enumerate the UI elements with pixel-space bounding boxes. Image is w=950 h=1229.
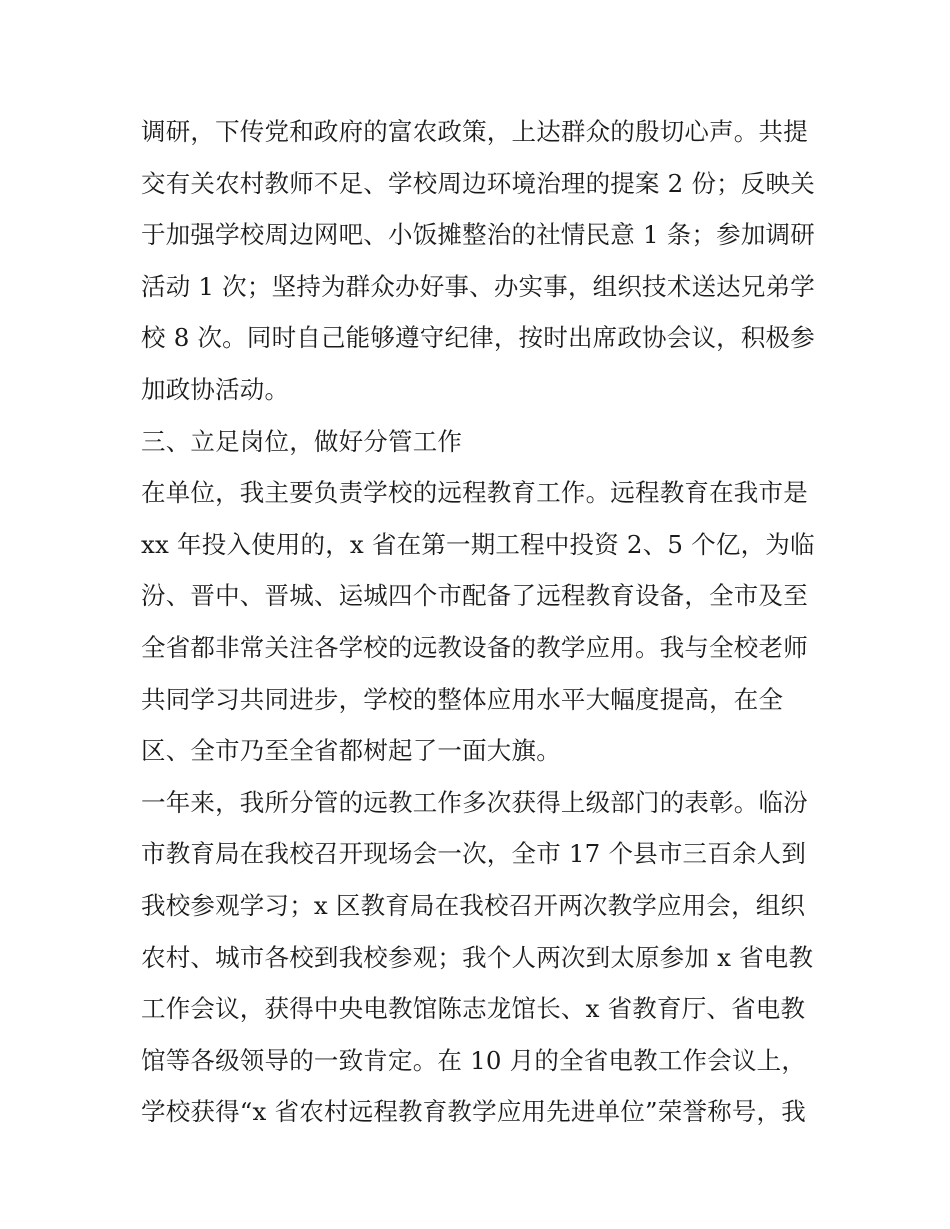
document-body [141, 106, 813, 1138]
paragraph-line: 交有关农村教师不足、学校周边环境治理的提案 2 份；反映关 [141, 168, 815, 198]
paragraph-line: 共同学习共同进步，学校的整体应用水平大幅度提高，在全 [141, 684, 784, 714]
paragraph-line: 加政协活动。 [141, 374, 290, 404]
paragraph-line: 汾、晋中、晋城、运城四个市配备了远程教育设备，全市及至 [141, 581, 808, 611]
paragraph-line: 于加强学校周边网吧、小饭摊整治的社情民意 1 条；参加调研 [141, 220, 815, 250]
paragraph-line: 农村、城市各校到我校参观；我个人两次到太原参加 x 省电教 [141, 942, 814, 972]
paragraph-line: 馆等各级领导的一致肯定。在 10 月的全省电教工作会议上， [141, 1045, 807, 1075]
paragraph-line: 市教育局在我校召开现场会一次，全市 17 个县市三百余人到 [141, 839, 807, 869]
paragraph-line: 在单位，我主要负责学校的远程教育工作。远程教育在我市是 [141, 478, 808, 508]
paragraph-line: 调研，下传党和政府的富农政策，上达群众的殷切心声。共提 [141, 117, 808, 146]
paragraph-line: 活动 1 次；坚持为群众办好事、办实事，组织技术送达兄弟学 [141, 271, 815, 301]
paragraph-line: 区、全市乃至全省都树起了一面大旗。 [141, 736, 561, 766]
paragraph-line: 我校参观学习；x 区教育局在我校召开两次教学应用会，组织 [141, 890, 806, 920]
section-heading: 三、立足岗位，做好分管工作 [141, 426, 463, 456]
paragraph-line: 一年来，我所分管的远教工作多次获得上级部门的表彰。临汾 [141, 787, 808, 817]
paragraph-line: xx 年投入使用的，x 省在第一期工程中投资 2、5 个亿，为临 [141, 529, 815, 559]
paragraph-line: 学校获得“x 省农村远程教育教学应用先进单位”荣誉称号，我 [141, 1097, 806, 1127]
paragraph-line: 工作会议，获得中央电教馆陈志龙馆长、x 省教育厅、省电教 [141, 994, 806, 1024]
paragraph-line: 校 8 次。同时自己能够遵守纪律，按时出席政协会议，积极参 [141, 323, 815, 353]
paragraph-line: 全省都非常关注各学校的远教设备的教学应用。我与全校老师 [141, 632, 808, 662]
